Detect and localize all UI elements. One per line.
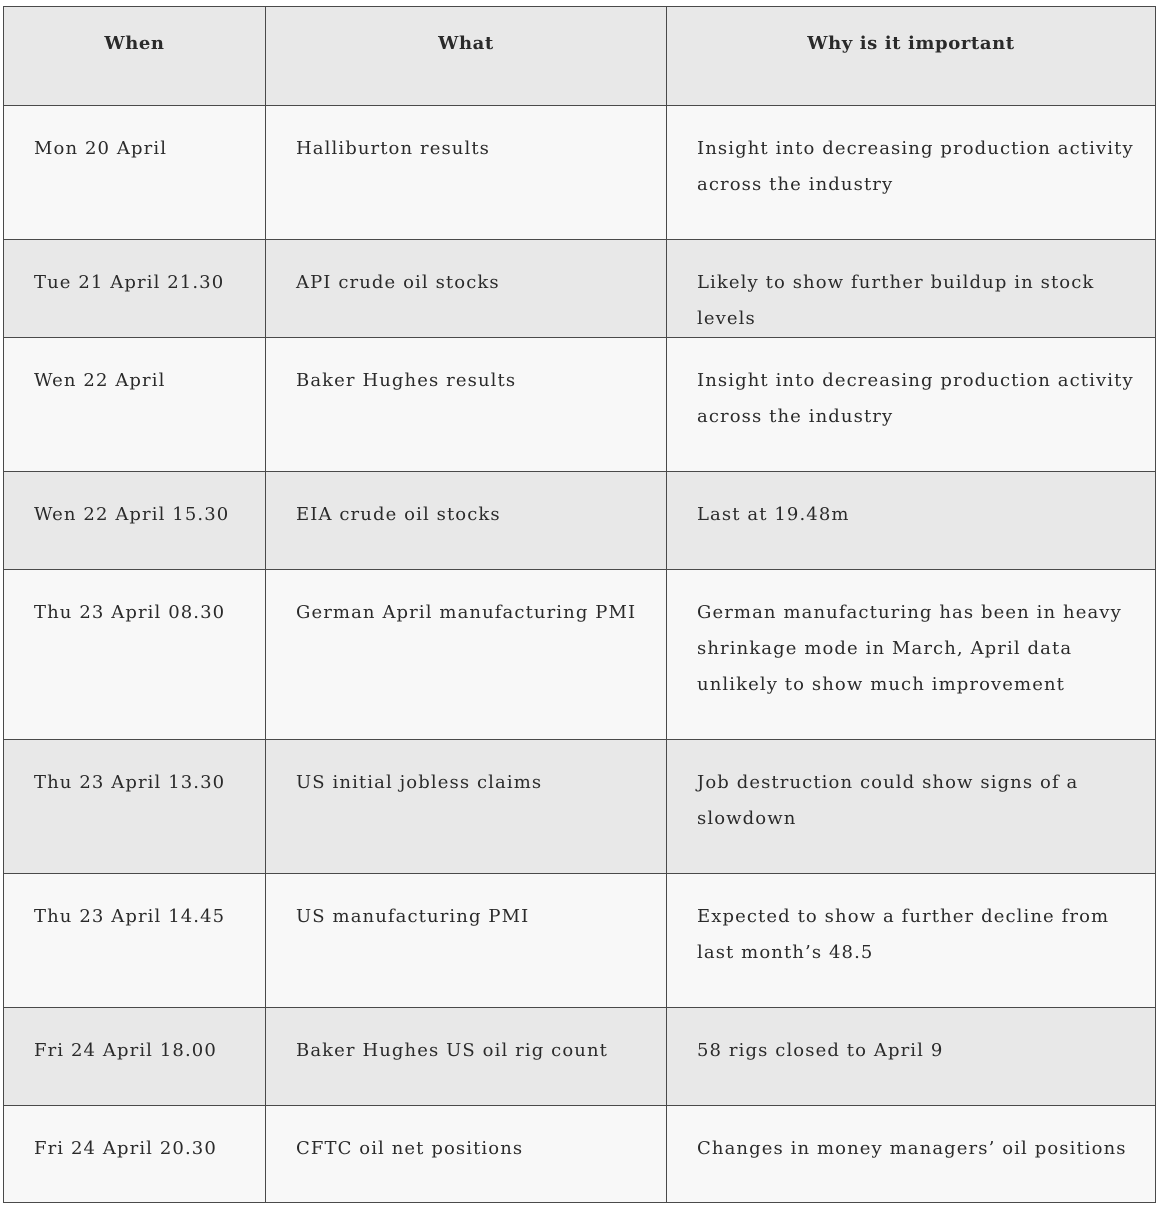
cell-when: Fri 24 April 18.00 — [4, 1008, 266, 1106]
table-row — [4, 240, 1156, 338]
column-header-why: Why is it important — [667, 7, 1156, 106]
cell-what: EIA crude oil stocks — [266, 472, 667, 570]
cell-when: Tue 21 April 21.30 — [4, 240, 266, 338]
cell-when: Wen 22 April 15.30 — [4, 472, 266, 570]
cell-when: Wen 22 April — [4, 338, 266, 472]
cell-what: US manufacturing PMI — [266, 874, 667, 1008]
column-header-what: What — [266, 7, 667, 106]
cell-why: Insight into decreasing production activity across the industry — [667, 338, 1156, 472]
table-row — [4, 1106, 1156, 1203]
events-table — [3, 6, 1156, 1203]
table-row — [4, 1008, 1156, 1106]
cell-why: Last at 19.48m — [667, 472, 1156, 570]
cell-why: Job destruction could show signs of a slowdown — [667, 740, 1156, 874]
cell-why: Insight into decreasing production activity across the industry — [667, 106, 1156, 240]
cell-when: Mon 20 April — [4, 106, 266, 240]
table-row — [4, 570, 1156, 740]
events-table-container — [3, 6, 1155, 1203]
cell-why: German manufacturing has been in heavy shrinkage mode in March, April data unlikely to show much improvement — [667, 570, 1156, 740]
table-row — [4, 338, 1156, 472]
cell-what: Halliburton results — [266, 106, 667, 240]
cell-why: Changes in money managers’ oil positions — [667, 1106, 1156, 1203]
cell-why: 58 rigs closed to April 9 — [667, 1008, 1156, 1106]
cell-what: API crude oil stocks — [266, 240, 667, 338]
cell-when: Thu 23 April 13.30 — [4, 740, 266, 874]
table-row — [4, 472, 1156, 570]
cell-why: Expected to show a further decline from last month’s 48.5 — [667, 874, 1156, 1008]
cell-when: Thu 23 April 14.45 — [4, 874, 266, 1008]
column-header-when: When — [4, 7, 266, 106]
cell-what: German April manufacturing PMI — [266, 570, 667, 740]
table-row — [4, 740, 1156, 874]
table-row — [4, 106, 1156, 240]
cell-why: Likely to show further buildup in stock levels — [667, 240, 1156, 338]
cell-what: CFTC oil net positions — [266, 1106, 667, 1203]
cell-what: Baker Hughes US oil rig count — [266, 1008, 667, 1106]
table-header-row — [4, 7, 1156, 106]
cell-what: Baker Hughes results — [266, 338, 667, 472]
cell-what: US initial jobless claims — [266, 740, 667, 874]
cell-when: Thu 23 April 08.30 — [4, 570, 266, 740]
table-row — [4, 874, 1156, 1008]
cell-when: Fri 24 April 20.30 — [4, 1106, 266, 1203]
